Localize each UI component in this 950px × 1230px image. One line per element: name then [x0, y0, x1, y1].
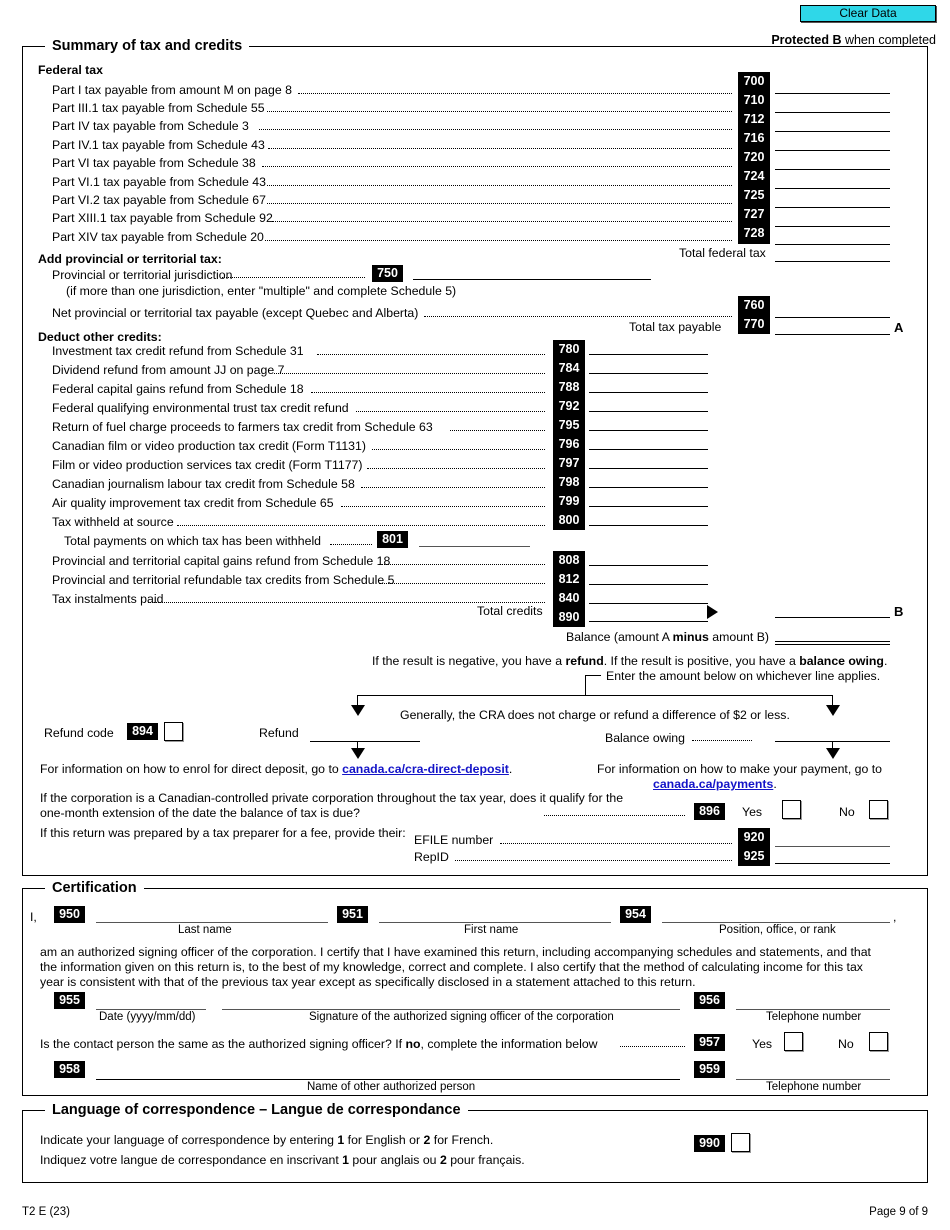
code-784: 784: [558, 361, 580, 375]
certification-trailing-comma: ,: [893, 910, 897, 924]
code-750: 750: [372, 265, 403, 282]
certification-declaration-line2: the information given on this return is, to the best of my knowledge, correct and complete. I also certify that the method of calculating income for this tax: [40, 960, 863, 974]
code-894: 894: [127, 723, 158, 740]
entry-line-792[interactable]: [589, 411, 708, 412]
amount-b-line[interactable]: [775, 617, 890, 618]
credit-row-label-797: Film or video production services tax credit (Form T1177): [52, 458, 363, 472]
code-700: 700: [743, 74, 765, 88]
federal-row-label-700: Part I tax payable from amount M on page 8: [52, 83, 292, 97]
credit-row-label-812: Provincial and territorial refundable tax credits from Schedule 5: [52, 573, 395, 587]
refund-entry-line[interactable]: [310, 741, 420, 742]
preparer-code-column: [738, 828, 770, 866]
leader-728: [265, 240, 732, 241]
code-799: 799: [558, 494, 580, 508]
leader-725: [267, 203, 732, 204]
code-795: 795: [558, 418, 580, 432]
net-provincial-tax-label: Net provincial or territorial tax payable (except Quebec and Alberta): [52, 306, 419, 320]
french-instruction-pre: Indiquez votre langue de correspondance en inscrivant: [40, 1153, 343, 1167]
amount-b-marker: B: [894, 604, 904, 619]
federal-tax-heading: Federal tax: [38, 63, 103, 77]
signature-entry-line[interactable]: [222, 1009, 680, 1010]
date-entry-line[interactable]: [96, 1009, 206, 1010]
federal-row-label-710: Part III.1 tax payable from Schedule 55: [52, 101, 265, 115]
balance-entry-line[interactable]: [775, 641, 890, 645]
entry-line-712[interactable]: [775, 131, 890, 132]
leader-788: [311, 392, 545, 393]
result-note-owing: balance owing: [799, 654, 884, 668]
enter-amount-note: Enter the amount below on whichever line applies.: [606, 669, 881, 683]
entry-line-797[interactable]: [589, 468, 708, 469]
entry-line-725[interactable]: [775, 207, 890, 208]
code-959: 959: [694, 1061, 725, 1078]
contact-question-no: no: [405, 1037, 421, 1051]
code-727: 727: [743, 207, 765, 221]
direct-deposit-pre: For information on how to enrol for direct deposit, go to: [40, 762, 343, 776]
leader-957: [620, 1046, 685, 1047]
total-tax-payable-label: Total tax payable: [629, 320, 722, 334]
leader-712: [259, 129, 732, 130]
code-925: 925: [743, 849, 765, 863]
signature-caption: Signature of the authorized signing officer of the corporation: [309, 1011, 614, 1023]
leader-808: [379, 564, 545, 565]
page-number-footer: Page 9 of 9: [869, 1206, 928, 1218]
other-phone-entry-line[interactable]: [736, 1079, 890, 1080]
entry-line-760[interactable]: [775, 317, 890, 318]
payment-note-line2: [653, 777, 777, 791]
code-797: 797: [558, 456, 580, 470]
leader-795: [450, 430, 545, 431]
last-name-entry-line[interactable]: [96, 922, 328, 923]
leader-balance-owing: [692, 740, 752, 741]
federal-row-label-725: Part VI.2 tax payable from Schedule 67: [52, 193, 266, 207]
date-caption: Date (yyyy/mm/dd): [99, 1011, 196, 1023]
telephone-caption: Telephone number: [766, 1011, 862, 1023]
deduct-other-credits-heading: Deduct other credits:: [38, 330, 162, 344]
preparer-label: If this return was prepared by a tax preparer for a fee, provide their:: [40, 826, 406, 840]
leader-896: [544, 815, 685, 816]
clear-data-button[interactable]: Clear Data: [800, 5, 936, 22]
code-890: 890: [558, 610, 580, 624]
summary-panel-title: Summary of tax and credits: [45, 38, 249, 54]
language-code-checkbox[interactable]: [731, 1133, 750, 1152]
credits-code-column: [553, 340, 585, 530]
contact-no-label: No: [838, 1037, 854, 1051]
english-code-one: 1: [337, 1133, 345, 1147]
code-808: 808: [558, 553, 580, 567]
leader-798: [361, 487, 545, 488]
contact-person-question: [40, 1037, 598, 1051]
jurisdiction-entry-line[interactable]: [413, 279, 651, 280]
balance-label-post: amount B): [708, 630, 770, 644]
leader-801: [330, 544, 372, 545]
entry-line-799[interactable]: [589, 506, 708, 507]
french-instruction-post: pour français.: [446, 1153, 525, 1167]
code-951: 951: [337, 906, 368, 923]
entry-line-890[interactable]: [589, 621, 708, 622]
balance-owing-label: Balance owing: [605, 731, 685, 745]
total-federal-tax-line[interactable]: [775, 261, 890, 262]
protected-b-notice: [771, 33, 936, 47]
code-801: 801: [377, 531, 408, 548]
position-entry-line[interactable]: [662, 922, 890, 923]
entry-line-812[interactable]: [589, 584, 708, 585]
leader-750: [222, 277, 365, 278]
efile-number-label: EFILE number: [414, 833, 494, 847]
contact-yes-label: Yes: [752, 1037, 773, 1051]
code-950: 950: [54, 906, 85, 923]
language-french-instruction: [40, 1153, 525, 1167]
certification-declaration-line3: year is consistent with that of the previous tax year except as specifically disclosed in a statement attached to this return.: [40, 975, 696, 989]
leader-760: [424, 316, 732, 317]
refund-code-checkbox[interactable]: [164, 722, 183, 741]
ccpc-question-line1: If the corporation is a Canadian-controlled private corporation throughout the tax year, does it qualify for the: [40, 791, 624, 805]
leader-792: [356, 411, 545, 412]
refund-label: Refund: [259, 726, 299, 740]
ccpc-no-checkbox[interactable]: [869, 800, 888, 819]
entry-line-808[interactable]: [589, 565, 708, 566]
english-instruction-mid: for English or: [344, 1133, 424, 1147]
telephone-entry-line[interactable]: [736, 1009, 890, 1010]
code-990: 990: [694, 1135, 725, 1152]
enter-amount-connector: [585, 675, 601, 676]
leader-796: [372, 449, 545, 450]
leader-799: [341, 506, 545, 507]
credit-row-label-795: Return of fuel charge proceeds to farmers tax credit from Schedule 63: [52, 420, 433, 434]
entry-line-780[interactable]: [589, 354, 708, 355]
certification-panel: [22, 880, 928, 1096]
protected-b-label: Protected B: [771, 33, 842, 47]
code-725: 725: [743, 188, 765, 202]
english-instruction-post: for French.: [430, 1133, 494, 1147]
french-code-two: 2: [439, 1153, 447, 1167]
english-instruction-pre: Indicate your language of correspondence by entering: [40, 1133, 338, 1147]
result-note-mid: . If the result is positive, you have a: [603, 654, 800, 668]
other-person-caption: Name of other authorized person: [307, 1081, 476, 1093]
federal-tax-code-column: [738, 72, 770, 244]
repid-label: RepID: [414, 850, 449, 864]
result-note-refund: refund: [565, 654, 604, 668]
code-954: 954: [620, 906, 651, 923]
balance-label-pre: Balance (amount A: [566, 630, 673, 644]
first-name-entry-line[interactable]: [379, 922, 611, 923]
entry-line-784[interactable]: [589, 373, 708, 374]
code-896: 896: [694, 803, 725, 820]
canada-payments-link[interactable]: canada.ca/payments: [653, 777, 774, 791]
credit-row-label-799: Air quality improvement tax credit from Schedule 65: [52, 496, 334, 510]
credit-row-label-780: Investment tax credit refund from Schedule 31: [52, 344, 304, 358]
credit-row-label-798: Canadian journalism labour tax credit from Schedule 58: [52, 477, 355, 491]
leader-716: [268, 148, 732, 149]
refund-code-label: Refund code: [44, 726, 114, 740]
entry-line-800[interactable]: [589, 525, 708, 526]
entry-line-788[interactable]: [589, 392, 708, 393]
efile-entry-line[interactable]: [775, 846, 890, 847]
code-812: 812: [558, 572, 580, 586]
credit-row-label-800: Tax withheld at source: [52, 515, 174, 529]
repid-entry-line[interactable]: [775, 863, 890, 864]
code-796: 796: [558, 437, 580, 451]
leader-780: [317, 354, 545, 355]
code-956: 956: [694, 992, 725, 1009]
entry-line-801[interactable]: [419, 546, 530, 547]
jurisdiction-note: (if more than one jurisdiction, enter "multiple" and complete Schedule 5): [66, 284, 457, 298]
payment-note-post: .: [773, 777, 777, 791]
code-760: 760: [743, 298, 765, 312]
cra-direct-deposit-link[interactable]: canada.ca/cra-direct-deposit: [342, 762, 509, 776]
leader-784: [274, 373, 545, 374]
add-provincial-tax-heading: Add provincial or territorial tax:: [38, 252, 222, 266]
jurisdiction-label: Provincial or territorial jurisdiction: [52, 268, 233, 282]
credit-row-label-808: Provincial and territorial capital gains refund from Schedule 18: [52, 554, 391, 568]
credit-row-label-792: Federal qualifying environmental trust tax credit refund: [52, 401, 349, 415]
leader-812: [379, 583, 545, 584]
total-federal-tax-label: Total federal tax: [679, 246, 766, 260]
leader-925: [455, 860, 732, 861]
total-payments-label: Total payments on which tax has been withheld: [64, 534, 322, 548]
contact-question-post: , complete the information below: [420, 1037, 598, 1051]
ccpc-question-line2: one-month extension of the date the balance of tax is due?: [40, 806, 360, 820]
protected-b-suffix: when completed: [841, 33, 936, 47]
certification-i-label: I,: [30, 910, 37, 924]
code-800: 800: [558, 513, 580, 527]
form-id-footer: T2 E (23): [22, 1206, 70, 1218]
position-caption: Position, office, or rank: [719, 924, 836, 936]
leader-727: [272, 221, 732, 222]
federal-row-label-716: Part IV.1 tax payable from Schedule 43: [52, 138, 265, 152]
code-957: 957: [694, 1034, 725, 1051]
other-phone-caption: Telephone number: [766, 1081, 862, 1093]
federal-row-label-724: Part VI.1 tax payable from Schedule 43: [52, 175, 266, 189]
contact-yes-checkbox[interactable]: [784, 1032, 803, 1051]
leader-720: [262, 166, 732, 167]
code-958: 958: [54, 1061, 85, 1078]
entry-line-700[interactable]: [775, 93, 890, 94]
entry-line-724[interactable]: [775, 188, 890, 189]
ccpc-yes-checkbox[interactable]: [782, 800, 801, 819]
federal-row-label-728: Part XIV tax payable from Schedule 20: [52, 230, 264, 244]
branch-right-arrow-icon: [826, 705, 840, 716]
credit-row-label-796: Canadian film or video production tax credit (Form T1131): [52, 439, 366, 453]
credits-code-column-2: [553, 551, 585, 627]
code-728: 728: [743, 226, 765, 240]
total-tax-payable-line[interactable]: [775, 334, 890, 335]
code-792: 792: [558, 399, 580, 413]
leader-920: [500, 843, 732, 844]
contact-no-checkbox[interactable]: [869, 1032, 888, 1051]
leader-724: [267, 185, 732, 186]
code-788: 788: [558, 380, 580, 394]
credit-row-label-840: Tax instalments paid: [52, 592, 164, 606]
leader-800: [177, 525, 545, 526]
entry-line-720[interactable]: [775, 169, 890, 170]
french-instruction-mid: pour anglais ou: [349, 1153, 440, 1167]
english-code-two: 2: [423, 1133, 431, 1147]
result-note-post: .: [883, 654, 888, 668]
code-720: 720: [743, 150, 765, 164]
federal-row-label-712: Part IV tax payable from Schedule 3: [52, 119, 249, 133]
code-798: 798: [558, 475, 580, 489]
total-credits-label: Total credits: [477, 604, 543, 618]
owing-arrow-icon: [826, 748, 840, 759]
direct-deposit-post: .: [508, 762, 513, 776]
result-note-pre: If the result is negative, you have a: [372, 654, 566, 668]
direct-deposit-note: [40, 762, 512, 776]
code-955: 955: [54, 992, 85, 1009]
entry-line-727[interactable]: [775, 226, 890, 227]
language-panel-title: Language of correspondence – Langue de correspondance: [45, 1102, 468, 1118]
federal-row-label-720: Part VI tax payable from Schedule 38: [52, 156, 256, 170]
entry-line-796[interactable]: [589, 449, 708, 450]
refund-arrow-icon: [351, 748, 365, 759]
balance-label-minus: minus: [672, 630, 709, 644]
code-716: 716: [743, 131, 765, 145]
entry-line-716[interactable]: [775, 150, 890, 151]
leader-700: [298, 93, 732, 94]
entry-line-710[interactable]: [775, 112, 890, 113]
code-770: 770: [743, 317, 765, 331]
payment-note-line1: For information on how to make your payment, go to: [597, 762, 883, 776]
amount-a-marker: A: [894, 320, 904, 335]
first-name-caption: First name: [464, 924, 519, 936]
balance-label: [566, 630, 769, 644]
branch-left-arrow-icon: [351, 705, 365, 716]
ccpc-yes-label: Yes: [742, 805, 763, 819]
federal-row-label-727: Part XIII.1 tax payable from Schedule 92: [52, 211, 273, 225]
entry-line-840[interactable]: [589, 603, 708, 604]
branch-vertical-stem: [585, 675, 586, 695]
french-code-one: 1: [342, 1153, 349, 1167]
entry-line-798[interactable]: [589, 487, 708, 488]
branch-horizontal: [357, 695, 833, 696]
leader-797: [367, 468, 545, 469]
total-credits-arrow-icon: [707, 605, 718, 619]
cra-two-dollar-note: Generally, the CRA does not charge or refund a difference of $2 or less.: [400, 708, 790, 722]
language-english-instruction: [40, 1133, 493, 1147]
code-840: 840: [558, 591, 580, 605]
certification-panel-title: Certification: [45, 880, 144, 896]
code-710: 710: [743, 93, 765, 107]
ccpc-no-label: No: [839, 805, 855, 819]
credit-row-label-788: Federal capital gains refund from Schedule 18: [52, 382, 304, 396]
result-sign-note: [372, 654, 887, 668]
contact-question-pre: Is the contact person the same as the authorized signing officer? If: [40, 1037, 406, 1051]
entry-line-728[interactable]: [775, 244, 890, 245]
last-name-caption: Last name: [178, 924, 232, 936]
entry-line-795[interactable]: [589, 430, 708, 431]
code-724: 724: [743, 169, 765, 183]
total-tax-payable-code-column: [738, 296, 770, 334]
leader-840: [148, 602, 545, 603]
credit-row-label-784: Dividend refund from amount JJ on page 7: [52, 363, 285, 377]
certification-declaration-line1: am an authorized signing officer of the corporation. I certify that I have examined this return, including accompanying schedules and statements, and that: [40, 945, 871, 959]
other-person-entry-line[interactable]: [96, 1079, 680, 1080]
code-780: 780: [558, 342, 580, 356]
code-920: 920: [743, 830, 765, 844]
code-712: 712: [743, 112, 765, 126]
leader-710: [267, 111, 732, 112]
